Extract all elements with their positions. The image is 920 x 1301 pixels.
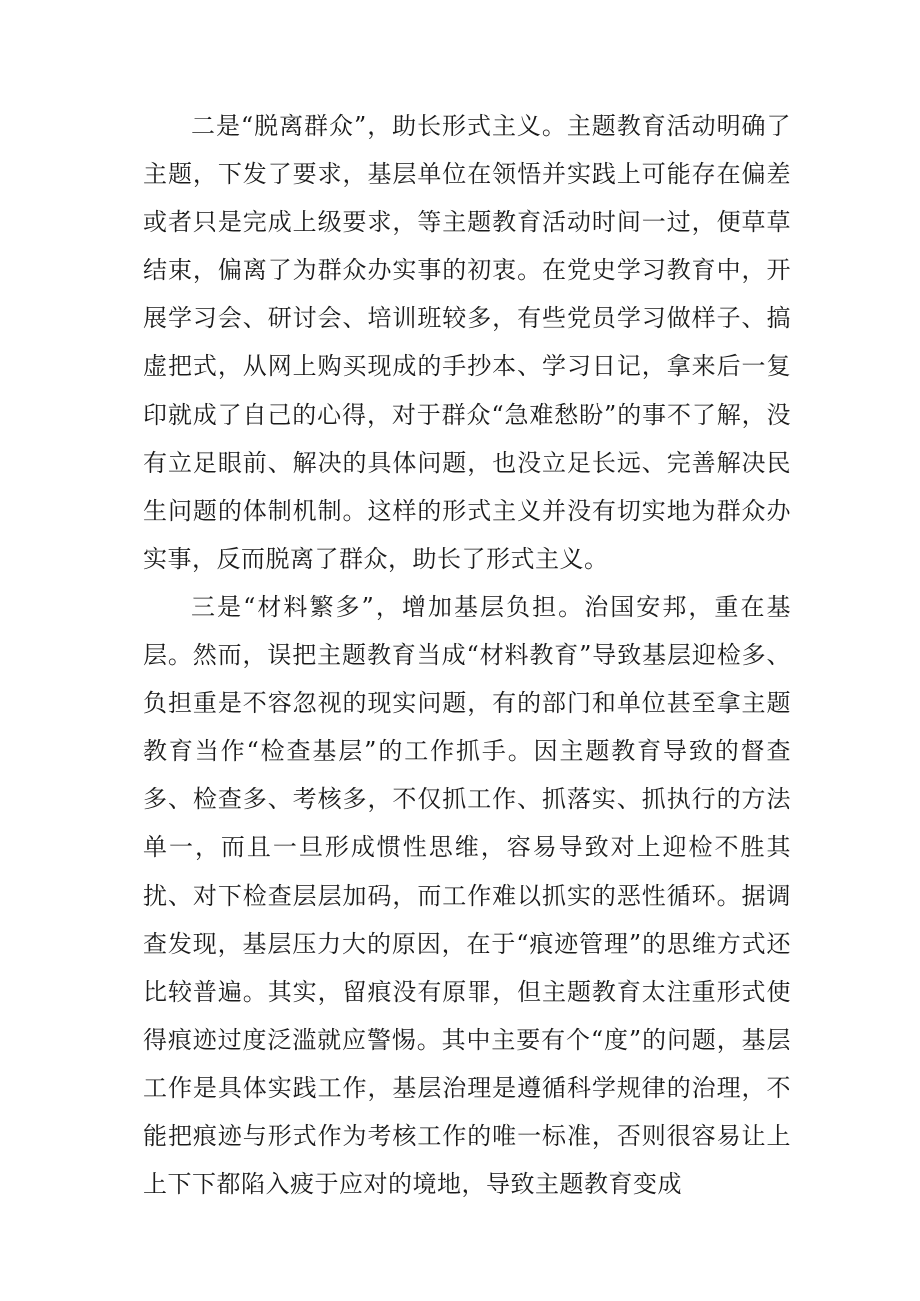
document-page	[143, 102, 791, 1208]
paragraph-disconnect-from-masses: 二是“脱离群众”，助长形式主义。主题教育活动明确了主题，下发了要求，基层单位在领悟并实践上可能存在偏差或者只是完成上级要求，等主题教育活动时间一过，便草草结束，偏离了为群众办实事的初衷。在党史学习教育中，开展学习会、研讨会、培训班较多，有些党员学习做样子、搞虚把式，从网上购买现成的手抄本、学习日记，拿来后一复印就成了自己的心得，对于群众“急难愁盼”的事不了解，没有立足眼前、解决的具体问题，也没立足长远、完善解决民生问题的体制机制。这样的形式主义并没有切实地为群众办实事，反而脱离了群众，助长了形式主义。	[143, 112, 791, 573]
paragraph-excessive-materials: 三是“材料繁多”，增加基层负担。治国安邦，重在基层。然而，误把主题教育当成“材料教育”导致基层迎检多、负担重是不容忽视的现实问题，有的部门和单位甚至拿主题教育当作“检查基层”的工作抓手。因主题教育导致的督查多、检查多、考核多，不仅抓工作、抓落实、抓执行的方法单一，而且一旦形成惯性思维，容易导致对上迎检不胜其扰、对下检查层层加码，而工作难以抓实的恶性循环。据调查发现，基层压力大的原因，在于“痕迹管理”的思维方式还比较普遍。其实，留痕没有原罪，但主题教育太注重形式使得痕迹过度泛滥就应警惕。其中主要有个“度”的问题，基层工作是具体实践工作，基层治理是遵循科学规律的治理，不能把痕迹与形式作为考核工作的唯一标准，否则很容易让上上下下都陷入疲于应对的境地，导致主题教育变成	[143, 592, 791, 1199]
